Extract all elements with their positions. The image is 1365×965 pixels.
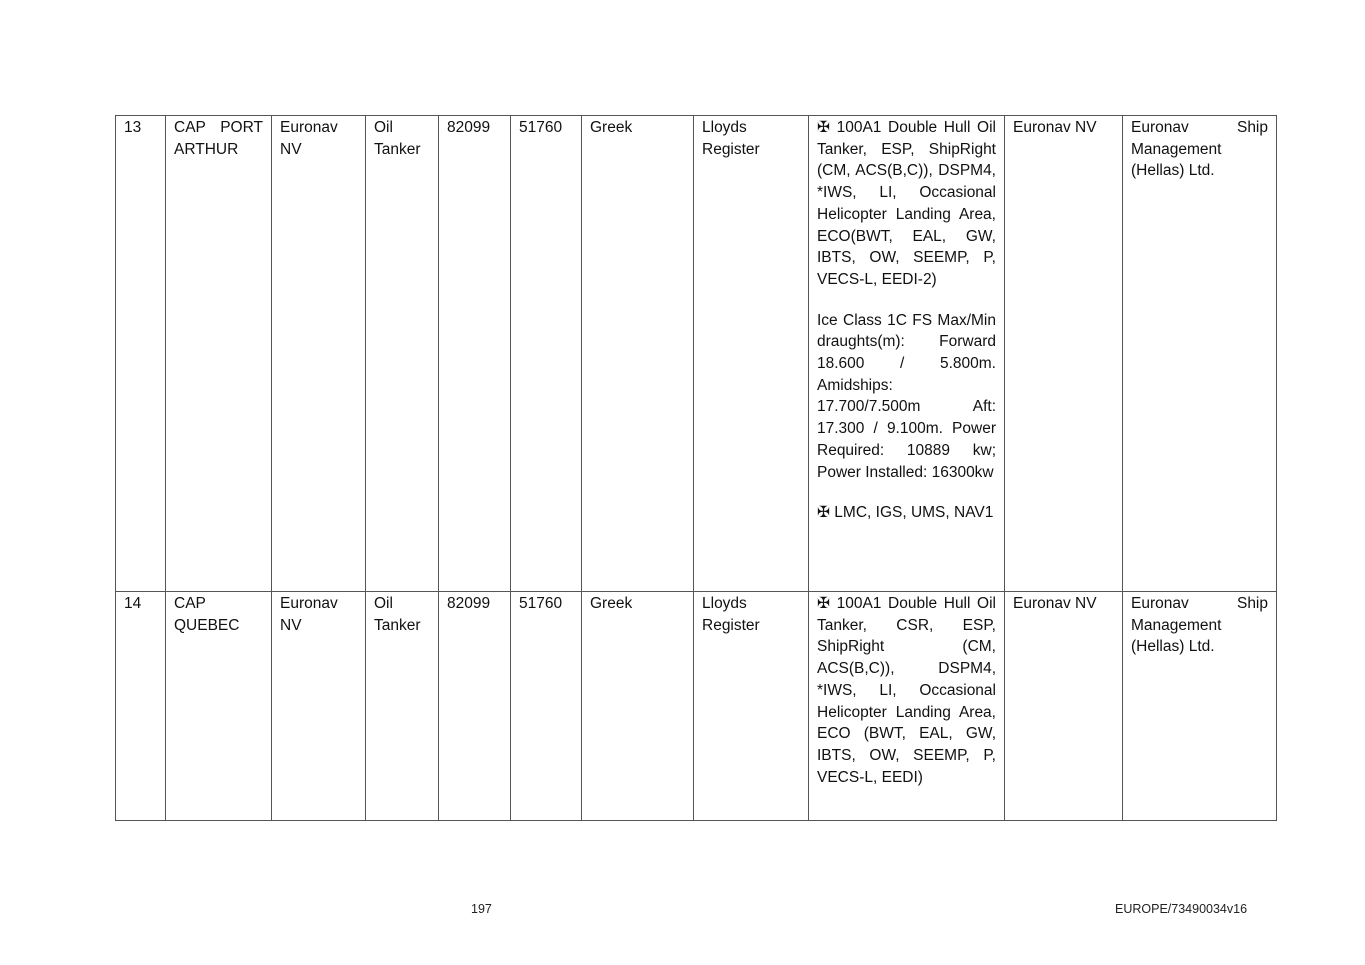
vessel-flag: Greek [582,116,694,592]
registered-owner: Euronav NV [1005,116,1123,592]
vessel-name: CAP QUEBEC [166,592,272,821]
row-number: 13 [116,116,166,592]
vessel-table [115,115,1277,821]
page-number: 197 [471,902,492,916]
row-number: 14 [116,592,166,821]
ship-manager: Euronav Ship Management (Hellas) Ltd. [1123,592,1277,821]
document-reference: EUROPE/73490034v16 [1115,902,1248,916]
vessel-dwt: 82099 [439,592,511,821]
classification-paragraph: ✠ LMC, IGS, UMS, NAV1 [817,504,994,522]
vessel-flag: Greek [582,592,694,821]
registered-owner: Euronav NV [1005,592,1123,821]
table-row [116,592,1277,821]
vessel-gt: 51760 [511,116,582,592]
classification-paragraph: ✠ 100A1 Double Hull Oil Tanker, ESP, ShipRight (CM, ACS(B,C)), DSPM4, *IWS, LI, Occasional Helicopter Landing Area, ECO(BWT, EAL, GW, IBTS, OW, SEEMP, P, VECS-L, EEDI-2) [817,119,996,288]
table-row [116,116,1277,592]
ship-manager: Euronav Ship Management (Hellas) Ltd. [1123,116,1277,592]
vessel-owner: Euronav NV [272,116,366,592]
classification-paragraph: ✠ 100A1 Double Hull Oil Tanker, CSR, ESP, ShipRight (CM, ACS(B,C)), DSPM4, *IWS, LI, Occasional Helicopter Landing Area, ECO (BWT, EAL, GW, IBTS, OW, SEEMP, P, VECS-L, EEDI) [817,595,996,786]
classification-notation [809,592,1005,821]
vessel-owner: Euronav NV [272,592,366,821]
vessel-gt: 51760 [511,592,582,821]
vessel-type: Oil Tanker [366,592,439,821]
vessel-type: Oil Tanker [366,116,439,592]
vessel-name: CAP PORT ARTHUR [166,116,272,592]
classification-paragraph: Ice Class 1C FS Max/Min draughts(m): Forward 18.600 / 5.800m. Amidships: 17.700/7.500m Aft: 17.300 / 9.100m. Power Required: 10889 kw; Power Installed: 16300kw [817,311,996,481]
classification-notation [809,116,1005,592]
class-society: Lloyds Register [694,592,809,821]
vessel-dwt: 82099 [439,116,511,592]
class-society: Lloyds Register [694,116,809,592]
